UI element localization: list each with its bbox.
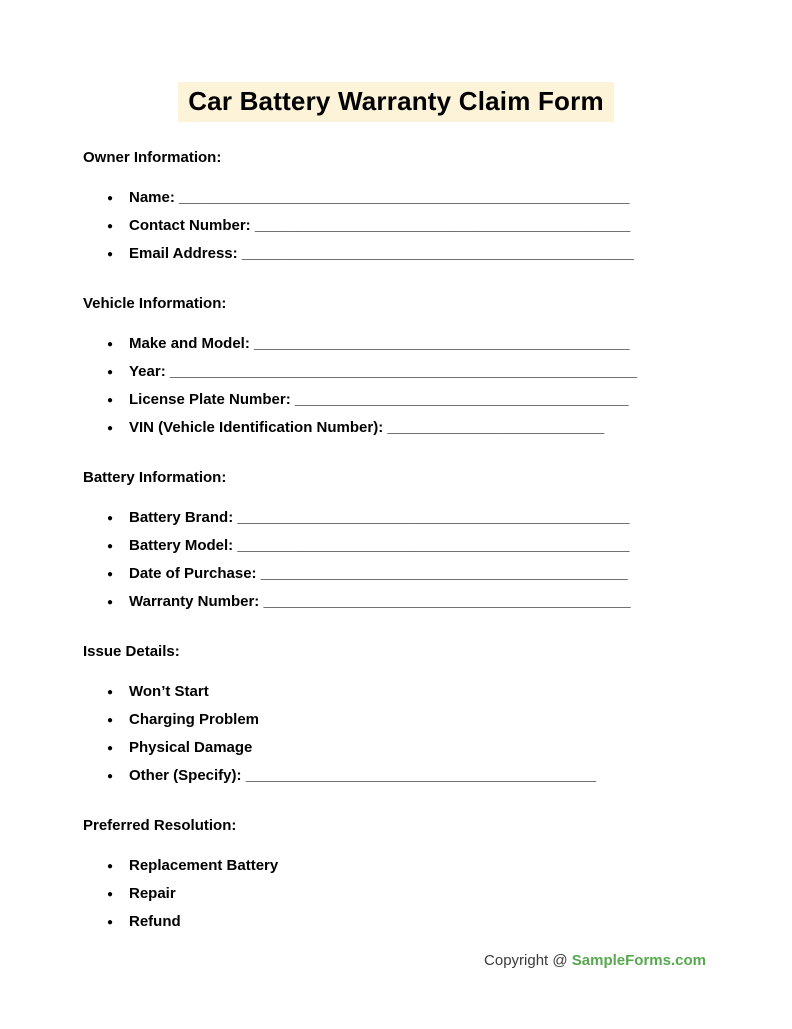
field-label: Email Address: (129, 244, 238, 262)
option-label: Charging Problem (129, 710, 260, 728)
option-item (107, 734, 712, 762)
field-label: Make and Model: (129, 334, 250, 352)
bullet-icon: ● (107, 394, 114, 406)
form-content (83, 148, 712, 936)
bullet-icon: ● (107, 596, 114, 608)
footer (484, 952, 706, 969)
field-label: Battery Brand: (129, 508, 234, 526)
section-issue-details (83, 642, 712, 790)
bullet-icon: ● (107, 192, 114, 204)
bullet-icon: ● (107, 248, 114, 260)
option-item (107, 880, 712, 908)
bullet-icon: ● (107, 860, 114, 872)
bullet-icon: ● (107, 742, 114, 754)
blank-line: _______________________________________________ (241, 244, 634, 262)
blank-line: _______________________________________________ (237, 508, 630, 526)
field-item (107, 504, 712, 532)
blank-line: _______________________________________________ (237, 536, 630, 554)
blank-line: ________________________________________________________ (169, 362, 638, 380)
blank-line: _____________________________________________ (254, 216, 631, 234)
blank-line: __________________________ (387, 418, 605, 436)
section-battery-information (83, 468, 712, 616)
field-label: Other (Specify): (129, 766, 242, 784)
bullet-icon: ● (107, 888, 114, 900)
bullet-icon: ● (107, 512, 114, 524)
option-list (83, 678, 712, 790)
bullet-icon: ● (107, 220, 114, 232)
copyright-text: Copyright @ (484, 952, 568, 969)
option-item (107, 706, 712, 734)
field-label: License Plate Number: (129, 390, 291, 408)
field-item (107, 762, 712, 790)
section-heading: Owner Information: (83, 148, 222, 166)
field-list (83, 504, 712, 616)
section-heading: Battery Information: (83, 468, 227, 486)
field-label: Warranty Number: (129, 592, 260, 610)
bullet-icon: ● (107, 770, 114, 782)
blank-line: ________________________________________ (294, 390, 629, 408)
field-item (107, 330, 712, 358)
field-label: Date of Purchase: (129, 564, 257, 582)
blank-line: _____________________________________________ (254, 334, 630, 352)
field-label: Year: (129, 362, 166, 380)
field-item (107, 386, 712, 414)
option-item (107, 908, 712, 936)
field-list (83, 330, 712, 442)
option-label: Replacement Battery (129, 856, 279, 874)
blank-line: ____________________________________________ (260, 564, 628, 582)
option-label: Physical Damage (129, 738, 253, 756)
bullet-icon: ● (107, 568, 114, 580)
section-vehicle-information (83, 294, 712, 442)
field-item (107, 212, 712, 240)
bullet-icon: ● (107, 366, 114, 378)
section-owner-information (83, 148, 712, 268)
field-item (107, 588, 712, 616)
option-label: Repair (129, 884, 176, 902)
option-label: Won’t Start (129, 682, 209, 700)
sampleforms-link[interactable]: SampleForms.com (571, 952, 706, 969)
section-heading: Preferred Resolution: (83, 816, 237, 834)
field-list (83, 184, 712, 268)
bullet-icon: ● (107, 714, 114, 726)
option-item (107, 852, 712, 880)
option-list (83, 852, 712, 936)
option-label: Refund (129, 912, 181, 930)
section-preferred-resolution (83, 816, 712, 936)
title-wrap (0, 0, 792, 122)
blank-line: ______________________________________________________ (179, 188, 630, 206)
field-item (107, 184, 712, 212)
section-heading: Vehicle Information: (83, 294, 227, 312)
field-label: Battery Model: (129, 536, 234, 554)
field-item (107, 560, 712, 588)
bullet-icon: ● (107, 916, 114, 928)
field-item (107, 358, 712, 386)
page-title: Car Battery Warranty Claim Form (178, 82, 614, 122)
field-item (107, 532, 712, 560)
option-item (107, 678, 712, 706)
field-item (107, 414, 712, 442)
field-label: Name: (129, 188, 175, 206)
bullet-icon: ● (107, 540, 114, 552)
field-label: Contact Number: (129, 216, 251, 234)
bullet-icon: ● (107, 422, 114, 434)
field-label: VIN (Vehicle Identification Number): (129, 418, 384, 436)
section-heading: Issue Details: (83, 642, 180, 660)
blank-line: __________________________________________ (245, 766, 597, 784)
blank-line: ____________________________________________ (263, 592, 631, 610)
field-item (107, 240, 712, 268)
bullet-icon: ● (107, 338, 114, 350)
bullet-icon: ● (107, 686, 114, 698)
